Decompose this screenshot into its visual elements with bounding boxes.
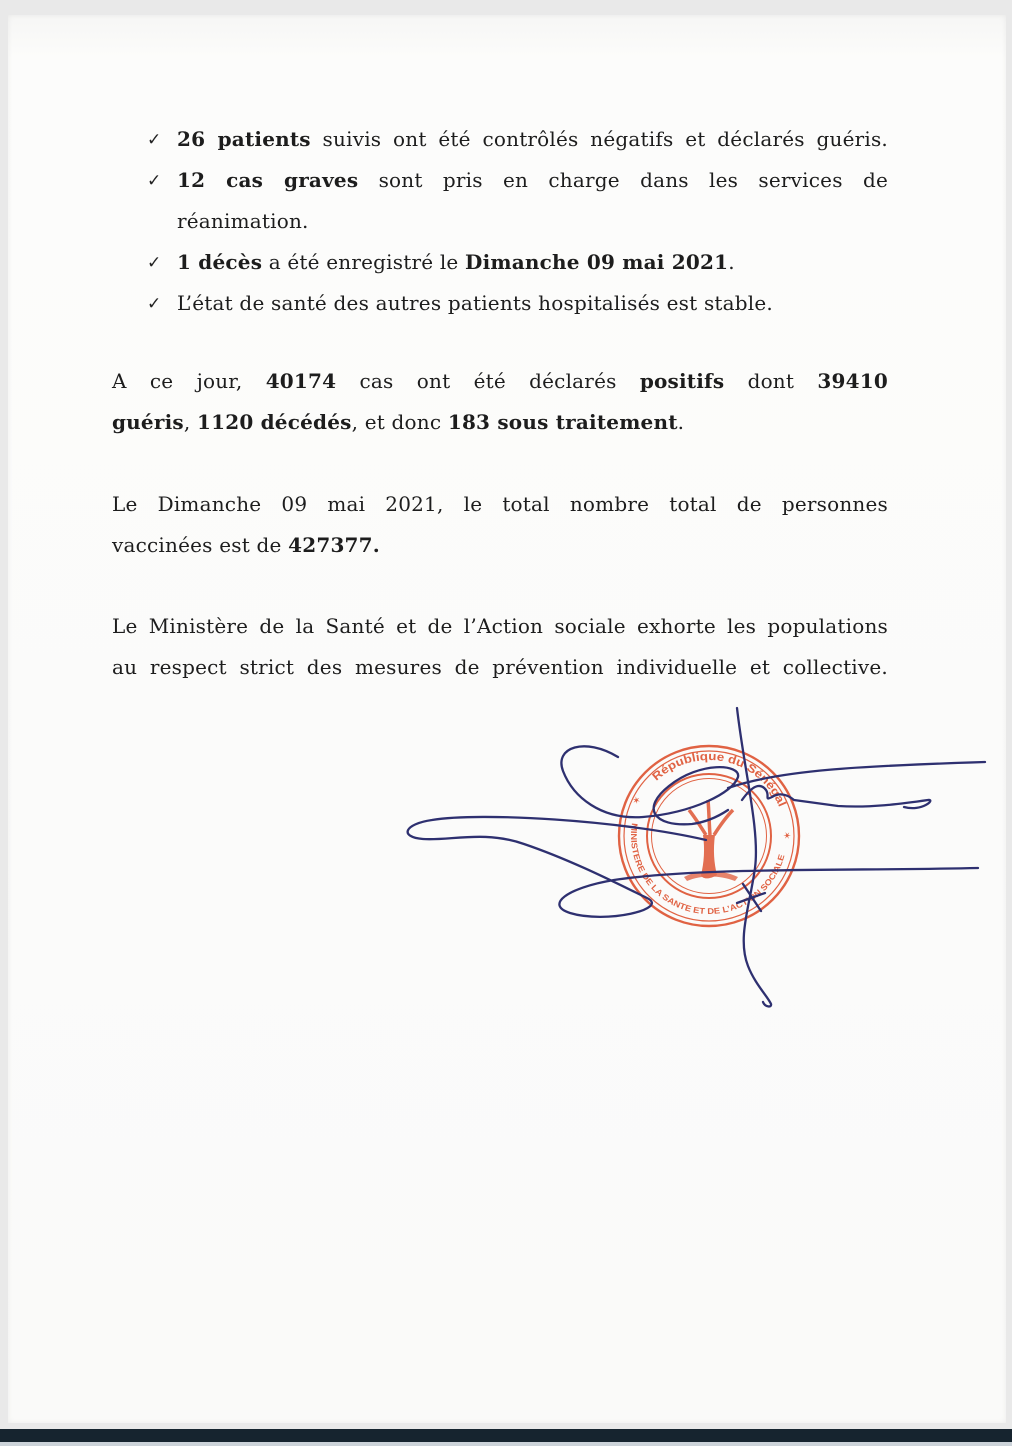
scan-footer-bar — [0, 1429, 1012, 1442]
signature-cross-flourish — [408, 817, 978, 917]
bullet-text-continuation: réanimation. — [177, 209, 309, 233]
paragraph-vaccination: Le Dimanche 09 mai 2021, le total nombre total de personnes vaccinées est de 427377. — [112, 492, 888, 557]
paragraph-case-totals: A ce jour, 40174 cas ont été déclarés positifs dont 39410 guéris, 1120 décédés, et donc 183 sous traitement. — [112, 369, 888, 434]
paragraph-exhortation: Le Ministère de la Santé et de l’Action sociale exhorte les populations au respect strict des mesures de prévention individuelle et collective. — [112, 614, 888, 679]
checkmark-icon: ✓ — [147, 171, 162, 191]
handwritten-signature — [395, 690, 995, 1020]
checkmark-icon: ✓ — [147, 294, 162, 314]
document-body — [112, 119, 888, 688]
bullet-text: 1 décès a été enregistré le Dimanche 09 mai 2021. — [177, 250, 735, 274]
checkmark-icon: ✓ — [147, 130, 162, 150]
signature-s-curl — [561, 746, 738, 824]
bullet-text: 12 cas graves sont pris en charge dans les services de — [177, 168, 888, 192]
bullet-item-recovered — [112, 119, 888, 160]
bullet-text: L’état de santé des autres patients hospitalisés est stable. — [177, 291, 773, 315]
scan-footer-edge — [0, 1442, 1012, 1446]
stamp-bottom-text: MINISTERE DE LA SANTE ET DE L’ACTION SOCIALE — [628, 822, 787, 917]
stamp-star-right: ✶ — [779, 829, 793, 844]
bullet-item-death — [112, 242, 888, 283]
bullet-text: 26 patients suivis ont été contrôlés négatifs et déclarés guéris. — [177, 127, 888, 151]
bullet-list — [112, 119, 888, 324]
signature-vertical-stroke — [737, 708, 771, 1006]
signature-top-flourish — [728, 762, 985, 788]
signature-squiggle-hook — [742, 786, 930, 808]
stamp-star-left: ✶ — [631, 795, 642, 808]
bullet-item-stable-patients — [112, 283, 888, 324]
stamp-top-text: République du Sénégal — [650, 750, 788, 809]
bullet-item-severe-cases — [112, 160, 888, 242]
checkmark-icon: ✓ — [147, 253, 162, 273]
